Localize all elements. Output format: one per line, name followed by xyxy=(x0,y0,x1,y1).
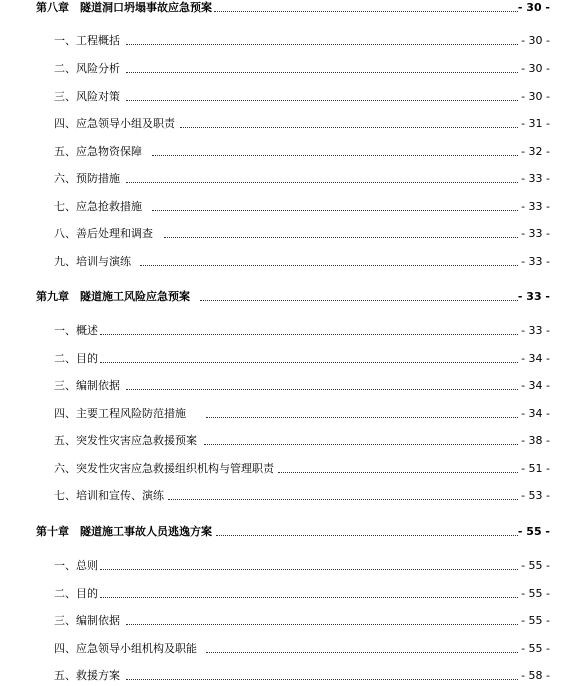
dot-leader xyxy=(126,182,518,183)
toc-entry-title: 七、培训和宣传、演练 xyxy=(54,489,164,502)
toc-entry-page: - 33 - xyxy=(521,227,550,240)
toc-entry[interactable] xyxy=(0,171,586,187)
toc-entry-page: - 33 - xyxy=(521,172,550,185)
toc-entry-page: - 32 - xyxy=(521,145,550,158)
toc-entry-chapter-8[interactable] xyxy=(0,0,586,16)
toc-entry-page: - 38 - xyxy=(521,434,550,447)
toc-entry[interactable] xyxy=(0,33,586,49)
dot-leader xyxy=(100,334,518,335)
dot-leader xyxy=(278,472,518,473)
toc-entry[interactable] xyxy=(0,641,586,657)
toc-entry-page: - 55 - xyxy=(521,614,550,627)
toc-entry[interactable] xyxy=(0,226,586,242)
toc-entry[interactable] xyxy=(0,613,586,629)
toc-entry[interactable] xyxy=(0,199,586,215)
toc-entry[interactable] xyxy=(0,433,586,449)
toc-entry-title: 四、主要工程风险防范措施 xyxy=(54,407,186,420)
toc-entry-page: - 55 - xyxy=(521,642,550,655)
toc-entry[interactable] xyxy=(0,351,586,367)
toc-entry-page: - 55 - xyxy=(521,587,550,600)
toc-entry-chapter-10[interactable] xyxy=(0,524,586,540)
toc-entry-title: 三、编制依据 xyxy=(54,379,120,392)
toc-entry-title: 三、编制依据 xyxy=(54,614,120,627)
dot-leader xyxy=(206,417,518,418)
toc-entry-page: - 58 - xyxy=(521,669,550,682)
toc-entry[interactable] xyxy=(0,144,586,160)
dot-leader xyxy=(168,499,518,500)
toc-entry-title: 一、总则 xyxy=(54,559,98,572)
toc-entry-title: 五、救援方案 xyxy=(54,669,120,682)
toc-entry-page: - 33 - xyxy=(517,290,550,303)
toc-entry-title: 四、应急领导小组及职责 xyxy=(54,117,175,130)
toc-entry-page: - 55 - xyxy=(517,525,550,538)
toc-entry-page: - 34 - xyxy=(521,379,550,392)
dot-leader xyxy=(126,100,518,101)
toc-entry[interactable] xyxy=(0,378,586,394)
toc-entry[interactable] xyxy=(0,461,586,477)
toc-entry-title: 四、应急领导小组机构及职能 xyxy=(54,642,197,655)
toc-entry-page: - 30 - xyxy=(517,1,550,14)
toc-entry-title: 六、预防措施 xyxy=(54,172,120,185)
toc-entry[interactable] xyxy=(0,558,586,574)
toc-entry-title: 第十章 隧道施工事故人员逃逸方案 xyxy=(36,525,212,538)
toc-entry-title: 第八章 隧道洞口坍塌事故应急预案 xyxy=(36,1,212,14)
toc-entry-page: - 55 - xyxy=(521,559,550,572)
toc-entry-title: 五、应急物资保障 xyxy=(54,145,142,158)
toc-entry-chapter-9[interactable] xyxy=(0,289,586,305)
toc-entry-page: - 34 - xyxy=(521,352,550,365)
toc-entry-page: - 53 - xyxy=(521,489,550,502)
dot-leader xyxy=(100,362,518,363)
toc-entry-page: - 33 - xyxy=(521,255,550,268)
toc-entry-title: 六、突发性灾害应急救援组织机构与管理职责 xyxy=(54,462,274,475)
toc-entry-page: - 30 - xyxy=(521,34,550,47)
dot-leader xyxy=(152,155,518,156)
dot-leader xyxy=(126,44,518,45)
toc-entry[interactable] xyxy=(0,116,586,132)
toc-entry-title: 七、应急抢救措施 xyxy=(54,200,142,213)
dot-leader xyxy=(126,389,518,390)
dot-leader xyxy=(126,624,518,625)
toc-entry-page: - 51 - xyxy=(521,462,550,475)
dot-leader xyxy=(100,569,518,570)
toc-entry[interactable] xyxy=(0,61,586,77)
toc-entry[interactable] xyxy=(0,254,586,270)
toc-entry-page: - 30 - xyxy=(521,62,550,75)
dot-leader xyxy=(152,210,518,211)
toc-entry[interactable] xyxy=(0,89,586,105)
dot-leader xyxy=(180,127,518,128)
dot-leader xyxy=(100,597,518,598)
toc-entry-title: 二、目的 xyxy=(54,587,98,600)
toc-entry-page: - 30 - xyxy=(521,90,550,103)
dot-leader xyxy=(126,72,518,73)
dot-leader xyxy=(216,535,518,536)
toc-entry-title: 九、培训与演练 xyxy=(54,255,131,268)
dot-leader xyxy=(214,11,518,12)
toc-entry-title: 五、突发性灾害应急救援预案 xyxy=(54,434,197,447)
toc-entry-title: 二、目的 xyxy=(54,352,98,365)
toc-entry-title: 第九章 隧道施工风险应急预案 xyxy=(36,290,190,303)
dot-leader xyxy=(126,679,518,680)
toc-entry-page: - 34 - xyxy=(521,407,550,420)
dot-leader xyxy=(164,237,518,238)
toc-entry[interactable] xyxy=(0,406,586,422)
toc-entry-title: 二、风险分析 xyxy=(54,62,120,75)
toc-entry[interactable] xyxy=(0,668,586,684)
dot-leader xyxy=(204,444,518,445)
toc-entry-page: - 33 - xyxy=(521,200,550,213)
toc-entry-page: - 31 - xyxy=(521,117,550,130)
toc-entry-title: 三、风险对策 xyxy=(54,90,120,103)
dot-leader xyxy=(140,265,518,266)
toc-entry[interactable] xyxy=(0,488,586,504)
toc-entry-title: 一、工程概括 xyxy=(54,34,120,47)
dot-leader xyxy=(206,652,518,653)
toc-entry-title: 一、概述 xyxy=(54,324,98,337)
toc-entry[interactable] xyxy=(0,323,586,339)
toc-entry-title: 八、善后处理和调查 xyxy=(54,227,153,240)
dot-leader xyxy=(200,300,518,301)
toc-entry[interactable] xyxy=(0,586,586,602)
toc-entry-page: - 33 - xyxy=(521,324,550,337)
